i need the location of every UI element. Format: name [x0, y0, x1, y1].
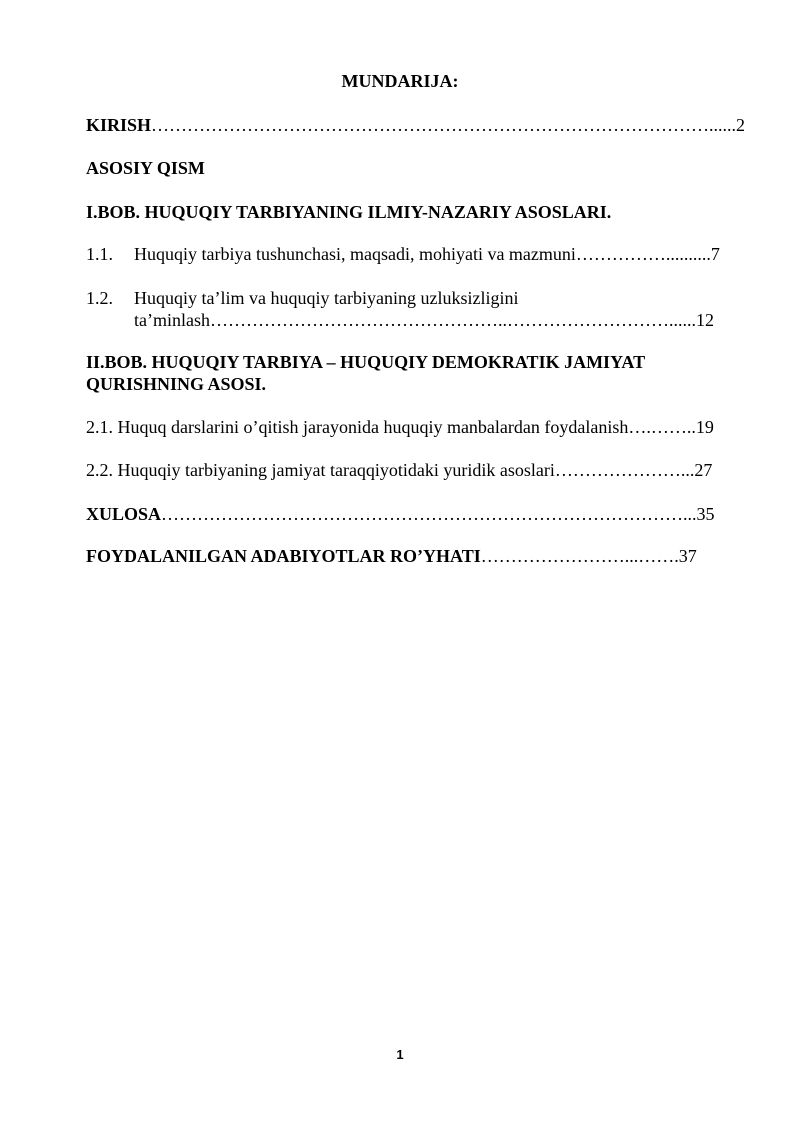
toc-entry-1-2-continuation [134, 309, 742, 331]
toc-page-number: 27 [694, 460, 713, 480]
toc-entry-label: 2.1. Huquq darslarini o’qitish jarayonida huquqiy manbalardan foydalanish [86, 417, 629, 437]
toc-page-number: 2 [736, 115, 746, 135]
toc-entry-label: XULOSA [86, 504, 162, 524]
toc-entry-label: 2.2. Huquqiy tarbiyaning jamiyat taraqqiyotidaki yuridik asoslari [86, 460, 555, 480]
toc-heading-chapter-2 [86, 351, 716, 395]
toc-page-number: 19 [695, 417, 714, 437]
toc-entry-adabiyotlar [86, 545, 742, 567]
toc-page-number: 37 [678, 546, 697, 566]
toc-leader: …………………………………………..………………………...... [209, 310, 696, 330]
toc-page-number: 35 [696, 504, 715, 524]
toc-entry-number: 1.1. [86, 244, 113, 264]
toc-leader: ……………………...……. [480, 546, 679, 566]
toc-entry-label: Huquqiy tarbiya tushunchasi, maqsadi, mohiyati va mazmuni [134, 244, 576, 264]
toc-heading-chapter-1: I.BOB. HUQUQIY TARBIYANING ILMIY-NAZARIY ASOSLARI. [86, 202, 612, 222]
page-footer-number: 1 [396, 1047, 404, 1062]
toc-entry-2-2 [86, 459, 742, 481]
toc-leader: …………………... [554, 460, 695, 480]
toc-entry-number: 1.2. [86, 288, 113, 308]
toc-entry-1-1 [86, 243, 742, 265]
page-title: MUNDARIJA: [341, 71, 459, 91]
toc-page-number: 7 [710, 244, 720, 264]
toc-heading-line: II.BOB. HUQUQIY TARBIYA – HUQUQIY DEMOKRATIK JAMIYAT [86, 352, 646, 372]
toc-entry-kirish [86, 114, 746, 136]
toc-entry-label: Huquqiy ta’lim va huquqiy tarbiyaning uzluksizligini [134, 288, 519, 308]
toc-heading-line: QURISHNING ASOSI. [86, 374, 267, 394]
toc-entry-xulosa [86, 503, 742, 525]
toc-entry-2-1 [86, 416, 742, 438]
toc-heading-asosiy-qism: ASOSIY QISM [86, 158, 205, 178]
toc-leader: …………………………………………………………………………………...... [151, 115, 737, 135]
toc-entry-1-2 [86, 287, 742, 309]
toc-entry-label: KIRISH [86, 115, 152, 135]
toc-page-number: 12 [695, 310, 714, 330]
toc-entry-label: ta’minlash [134, 310, 210, 330]
toc-leader: ….…….. [628, 417, 696, 437]
toc-leader: ……………………………………………………………………………... [161, 504, 697, 524]
toc-leader: …………….......... [575, 244, 711, 264]
toc-entry-label: FOYDALANILGAN ADABIYOTLAR RO’YHATI [86, 546, 481, 566]
